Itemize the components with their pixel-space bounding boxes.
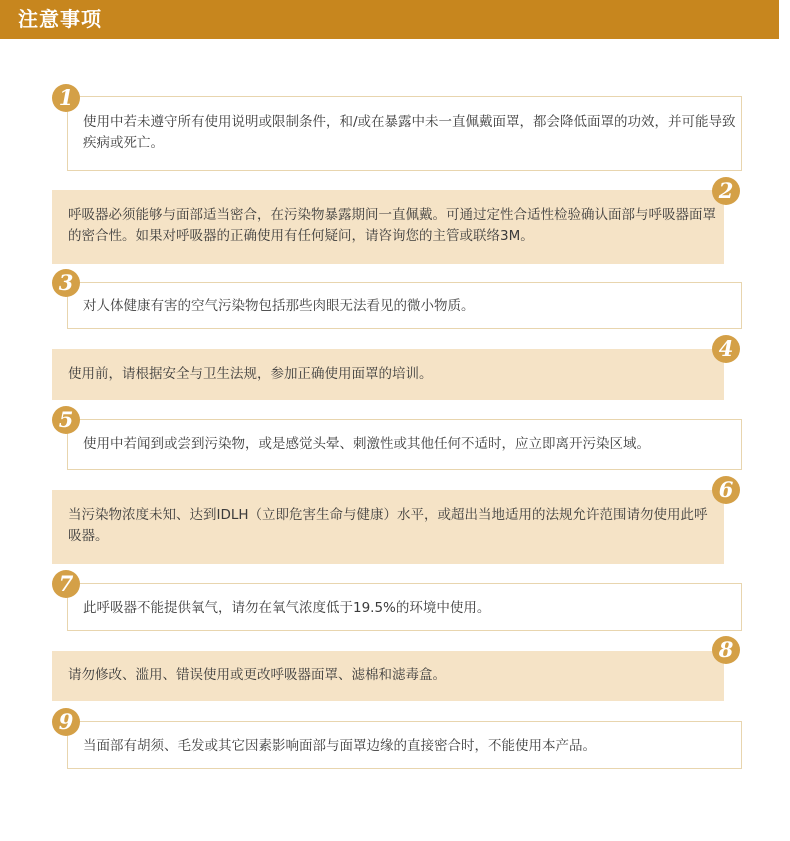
note-number-badge-9: 9 xyxy=(52,708,80,736)
note-text-7: 此呼吸器不能提供氧气，请勿在氧气浓度低于19.5%的环境中使用。 xyxy=(83,600,491,616)
note-item-3 xyxy=(67,282,742,329)
note-text-8: 请勿修改、滥用、错误使用或更改呼吸器面罩、滤棉和滤毒盒。 xyxy=(68,667,446,683)
section-header xyxy=(0,0,779,39)
note-number-badge-6: 6 xyxy=(712,476,740,504)
note-item-6 xyxy=(52,490,724,564)
note-number-badge-4: 4 xyxy=(712,335,740,363)
note-number-badge-8: 8 xyxy=(712,636,740,664)
note-number-badge-3: 3 xyxy=(52,269,80,297)
note-text-5: 使用中若闻到或尝到污染物，或是感觉头晕、刺激性或其他任何不适时，应立即离开污染区域。 xyxy=(83,436,650,452)
note-number-badge-1: 1 xyxy=(52,84,80,112)
note-text-6: 当污染物浓度未知、达到IDLH（立即危害生命与健康）水平，或超出当地适用的法规允许范围请勿使用此呼吸器。 xyxy=(68,507,708,544)
note-text-2: 呼吸器必须能够与面部适当密合，在污染物暴露期间一直佩戴。可通过定性合适性检验确认面部与呼吸器面罩的密合性。如果对呼吸器的正确使用有任何疑问，请咨询您的主管或联络3M。 xyxy=(68,207,716,244)
note-item-4 xyxy=(52,349,724,400)
note-number-badge-2: 2 xyxy=(712,177,740,205)
note-number-badge-5: 5 xyxy=(52,406,80,434)
note-item-9 xyxy=(67,721,742,769)
note-item-7 xyxy=(67,583,742,631)
note-text-3: 对人体健康有害的空气污染物包括那些肉眼无法看见的微小物质。 xyxy=(83,298,475,314)
section-title: 注意事项 xyxy=(18,7,102,31)
note-item-8 xyxy=(52,651,724,701)
note-item-2 xyxy=(52,190,724,264)
note-text-4: 使用前，请根据安全与卫生法规，参加正确使用面罩的培训。 xyxy=(68,366,433,382)
note-item-5 xyxy=(67,419,742,470)
note-text-9: 当面部有胡须、毛发或其它因素影响面部与面罩边缘的直接密合时，不能使用本产品。 xyxy=(83,738,596,754)
note-item-1 xyxy=(67,96,742,171)
note-number-badge-7: 7 xyxy=(52,570,80,598)
note-text-1: 使用中若未遵守所有使用说明或限制条件，和/或在暴露中未一直佩戴面罩，都会降低面罩的功效，并可能导致疾病或死亡。 xyxy=(83,114,736,151)
